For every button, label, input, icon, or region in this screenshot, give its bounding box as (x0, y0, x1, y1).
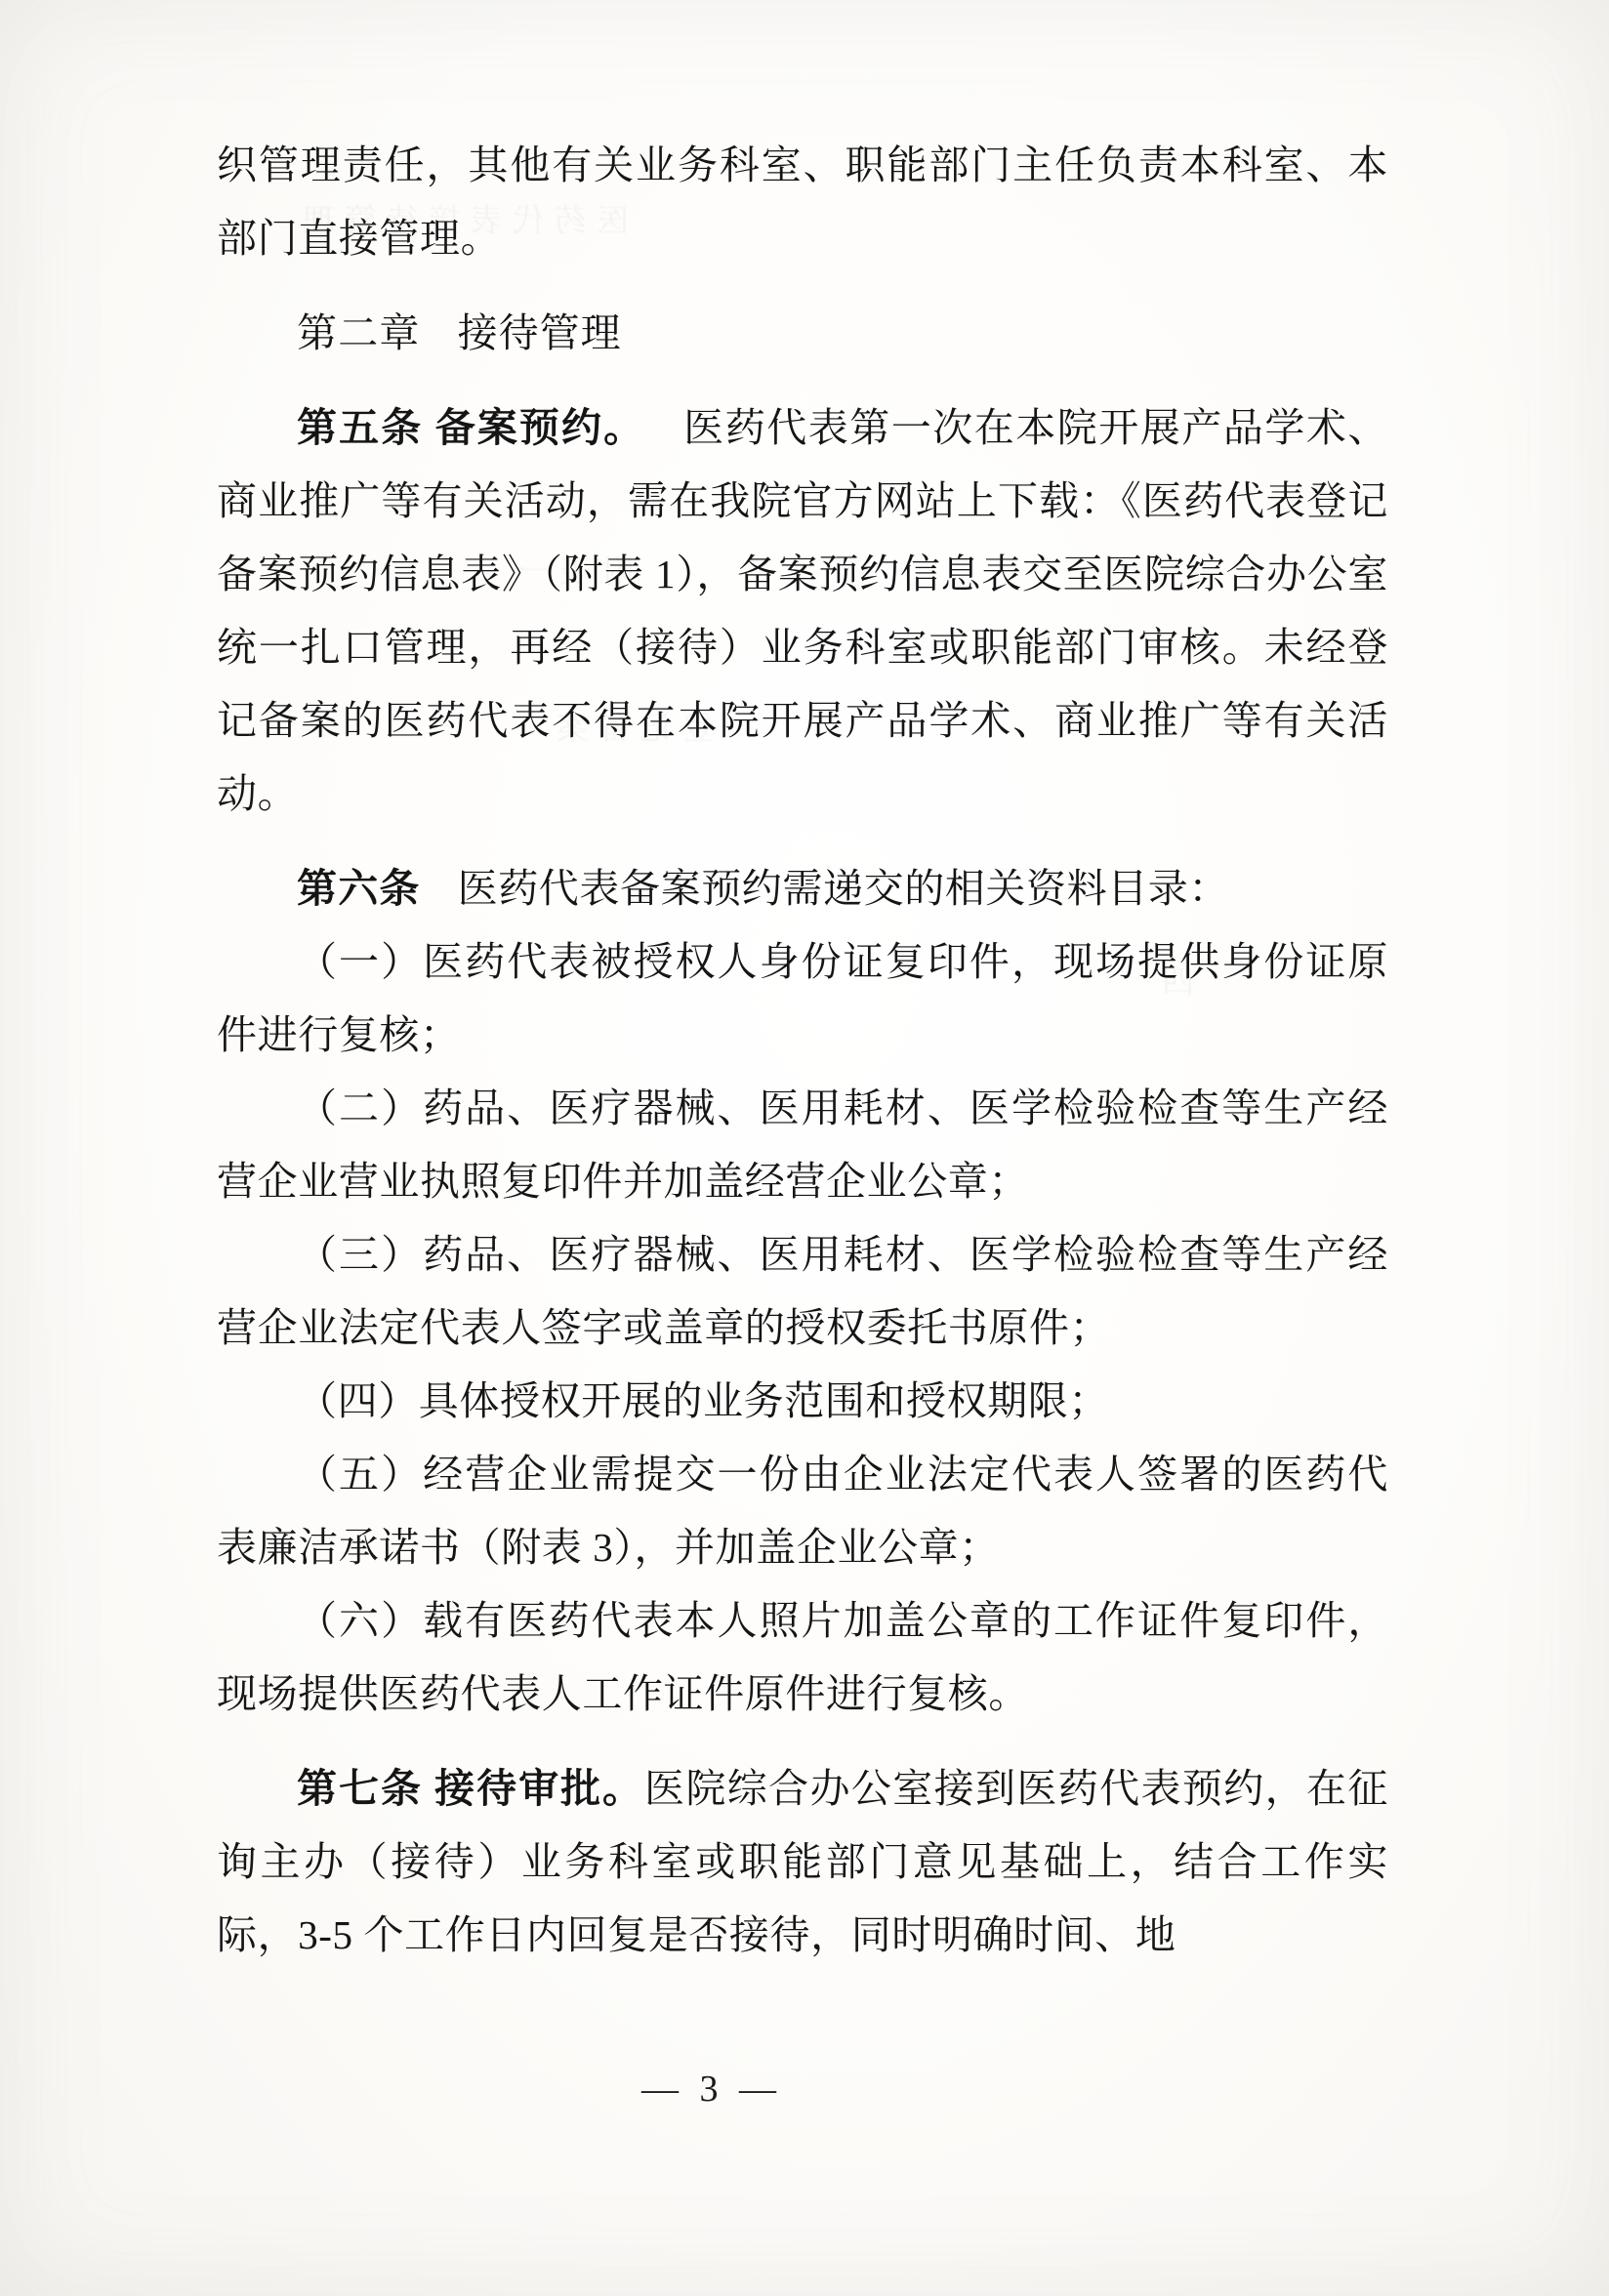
list-item-5: （五）经营企业需提交一份由企业法定代表人签署的医药代表廉洁承诺书（附表 3），并加盖企业公章； (217, 1452, 1388, 1570)
page-number: — 3 — (641, 2069, 782, 2110)
article-5 (217, 391, 1388, 831)
article-7-label: 第七条 接待审批。 (297, 1766, 645, 1811)
page-number-footer (0, 2068, 1609, 2111)
chapter-heading-label: 第二章 (297, 310, 421, 355)
article-7 (217, 1752, 1388, 1972)
article-6 (217, 852, 1388, 925)
article-7-text: 医院综合办公室接到医药代表预约，在征询主办（接待）业务科室或职能部门意见基础上，结合工作实际，3-5 个工作日内回复是否接待，同时明确时间、地 (217, 1766, 1388, 1957)
list-item-6: （六）载有医药代表本人照片加盖公章的工作证件复印件，现场提供医药代表人工作证件原件进行复核。 (217, 1598, 1388, 1716)
list-item-2: （二）药品、医疗器械、医用耗材、医学检验检查等生产经营企业营业执照复印件并加盖经营企业公章； (217, 1086, 1388, 1204)
article-5-label: 第五条 备案预约。 (297, 405, 646, 450)
article-6-text: 医药代表备案预约需递交的相关资料目录： (457, 866, 1230, 911)
list-item-3: （三）药品、医疗器械、医用耗材、医学检验检查等生产经营企业法定代表人签字或盖章的授权委托书原件； (217, 1232, 1388, 1350)
chapter-heading-text: 接待管理 (457, 310, 622, 355)
document-body (217, 129, 1388, 1972)
paragraph-continued: 织管理责任，其他有关业务科室、职能部门主任负责本科室、本部门直接管理。 (217, 143, 1388, 261)
list-item-1: （一）医药代表被授权人身份证复印件，现场提供身份证原件进行复核； (217, 939, 1388, 1057)
article-6-label: 第六条 (297, 866, 421, 911)
list-item-4: （四）具体授权开展的业务范围和授权期限； (297, 1378, 1109, 1423)
article-5-text: 医药代表第一次在本院开展产品学术、商业推广等有关活动，需在我院官方网站上下载：《医药代表登记备案预约信息表》（附表 1），备案预约信息表交至医院综合办公室统一扎口管理，再经（接待）业务科室或职能部门审核。未经登记备案的医药代表不得在本院开展产品学术、商业推广等有关活动。 (217, 405, 1388, 816)
chapter-heading (217, 297, 1388, 370)
